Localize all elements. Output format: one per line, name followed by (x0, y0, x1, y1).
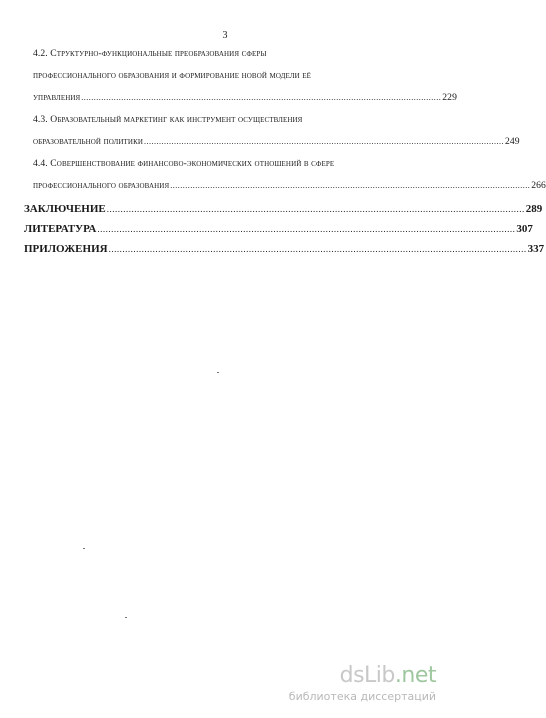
toc-entry-4-2-page: 229 (442, 92, 457, 103)
page-number: 3 (222, 30, 228, 41)
toc-entry-4-4-line-2: профессионального образования (33, 180, 170, 191)
toc-appendices-page: 337 (527, 243, 545, 255)
watermark-subtitle: библиотека диссертаций (288, 690, 436, 703)
toc-entry-literature (24, 222, 533, 236)
toc-entry-4-3 (33, 114, 520, 148)
toc-entry-4-3-last-line (33, 136, 520, 148)
dot-leader: ........................................................................................................................................................ (108, 244, 527, 254)
toc-appendices-title: ПРИЛОЖЕНИЯ (24, 243, 108, 255)
toc-conclusion-title: ЗАКЛЮЧЕНИЕ (24, 203, 106, 215)
toc-entry-appendices (24, 242, 545, 256)
toc-entry-4-2-line-1: 4.2. Структурно-функциональные преобразования сферы (33, 48, 267, 59)
toc-entry-4-2-line-3: управления (33, 92, 81, 103)
watermark-logo-main: dsLib (339, 663, 395, 688)
toc-entry-4-2-last-line (33, 92, 457, 104)
toc-entry-4-4-page: 266 (531, 180, 546, 191)
dot-leader: ........................................................................................................................................................ (97, 224, 516, 234)
toc-entry-4-3-line-2: образовательной политики (33, 136, 143, 147)
scan-speck (217, 372, 219, 373)
toc-conclusion-page: 289 (525, 203, 543, 215)
scan-speck (83, 548, 85, 549)
dot-leader: ................................................................................................................................................ (144, 137, 504, 146)
toc-literature-page: 307 (516, 223, 533, 235)
watermark (289, 664, 436, 704)
toc-entry-4-2 (33, 48, 457, 104)
table-of-contents (24, 48, 546, 262)
toc-entry-4-4 (33, 158, 546, 192)
dot-leader: ................................................................................................................................................ (81, 93, 442, 102)
toc-entry-4-2-line-2: профессионального образования и формирование новой модели её (33, 70, 312, 81)
toc-entry-4-4-last-line (33, 180, 546, 192)
dot-leader: ................................................................................................................................................ (170, 181, 531, 190)
toc-entry-conclusion (24, 202, 543, 216)
toc-entry-4-4-line-1: 4.4. Совершенствование финансово-экономических отношений в сфере (33, 158, 335, 169)
toc-entry-4-3-page: 249 (505, 136, 520, 147)
toc-literature-title: ЛИТЕРАТУРА (24, 223, 97, 235)
watermark-logo (289, 664, 436, 688)
scan-speck (125, 617, 127, 618)
toc-entry-4-3-line-1: 4.3. Образовательный маркетинг как инструмент осуществления (33, 114, 303, 125)
dot-leader: ........................................................................................................................................................ (106, 204, 525, 214)
watermark-logo-tld: .net (394, 663, 436, 688)
